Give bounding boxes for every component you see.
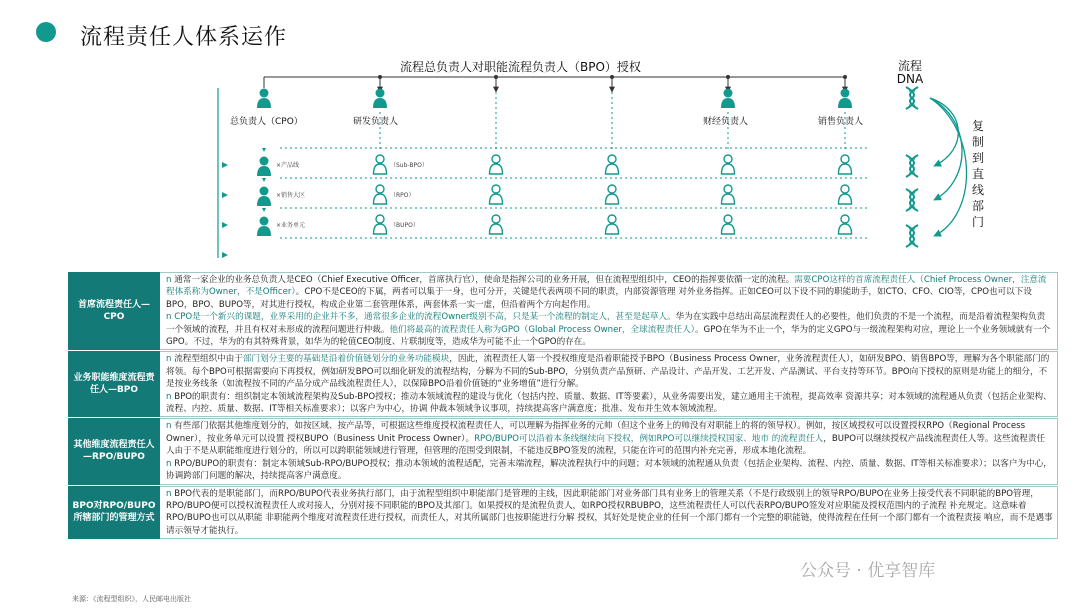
dna-title-line: 流程 (897, 59, 922, 73)
bpo-tag: （Sub-BPO） (390, 162, 428, 169)
table-row (68, 486, 1058, 541)
row-body-rpo-bupo (160, 418, 1058, 484)
paragraph: n BPO代表的是职能部门，而RPO/BUPO代表业务执行部门，由于流程型组织中职能部门是管理的主线，因此职能部门对业务部门具有业务上的管理关系（不是行政级别上的领导RPO/BUPO在业务上接受代表不同职能的BPO管理，RPO/BUPO便可以授权流程责任人或对接人，分别对接不同职能的BPO及其部门。如果授权的是流程负责人，如RPO授权RBUBPO，这些流程责任人可以代表RPO/BUPO签发对应职能及授权范围内的子流程 补充规定。这意味着RPO/BUPO也可以从职能 非职能两个维度对流程责任进行授权，而责任人，对其所属部门也按职能进行分解 授权，其好处是使企业的任何一个部门都有一个完整的职能链，使得流程在任何一个部门都有一个流程责接 响应，而不是遇事请示领导才能执行。 (166, 488, 1053, 536)
row-header-rpo-bupo: 其他维度流程责任人—RPO/BUPO (68, 418, 160, 484)
bpo-tag: （RPO） (390, 192, 415, 199)
bpo-tag: （BUPO） (390, 222, 419, 229)
side-label-business-unit: ×业务单元 (276, 222, 306, 229)
role-label-rd: 研发负责人 (353, 117, 399, 127)
table-row (68, 351, 1058, 418)
paragraph: n RPO/BUPO的职责有：制定本领域Sub-RPO/BUPO授权；推动本领域的流程适配，完善末端流程，解决流程执行中的问题；对本领域的流程通从负责（包括企业架构、流程、内控、质量、数据、IT等相关标准要求）；以客户为中心，协调跨部门问题的解决，持续提高客户满意度。 (166, 458, 1052, 482)
row-body-bpo (160, 351, 1058, 417)
table-row (68, 272, 1058, 351)
row-header-cpo: 首席流程责任人—CPO (68, 272, 160, 350)
diagram-canvas (0, 0, 1080, 270)
paragraph: n 有些部门依据其他维度划分的，如按区域、按产品等，可根据这些维度授权流程责任人，可以理解为指挥业务的元帅（但这个业务上的帅没有对职能上的将的领导权）。例如，按区域授权可以设置授权RPO（Regional Process Owner），按业务单元可以设置 授权BUPO（Business Unit Process Owner）。RPO/BUPO可以沿着本条线继续向下授权，例如RPO可以继续授权国家、地市 的流程责任人，BUPO可以继续授权产品线流程责任人等。这些流程责任人由于不是从职能维度进行划分的，所以可以跨职能领域进行管理，但管理的范围受到限制，不能违反BPO签发的流程，只能在许可的范围内补充完善，形成本地化流程。 (166, 421, 1046, 457)
role-label-cpo: 总负责人（CPO） (230, 117, 303, 127)
bpo-authorization-diagram (0, 0, 1080, 270)
row-header-bpo: 业务职能维度流程责任人—BPO (68, 351, 160, 417)
page-title: 流程责任人体系运作 (80, 25, 288, 50)
role-description-table (68, 272, 1058, 540)
paragraph: n 流程型组织中由于部门划分主要的基础是沿着价值链划分的业务功能模块，因此，流程责任人第一个授权维度是沿着职能授予BPO（Business Process Owner，业务流程责任人），如研发BPO、销售BPO等，理解为各个职能部门的将领。每个BPO可根据需要向下再授权，例如研发BPO可以细化研发的流程结构，分解为不同的Sub-BPO，分别负责产品预研、产品设计、产品开发、工艺开发、产品测试、平台支持等环节。BPO向下授权的原则是功能上的细分，不是按业务线条（如流程按不同的产品分成产品线流程责任人），以保障BPO沿着价值链的“业务增值”进行分解。 (166, 354, 1050, 390)
dna-title-line: DNA (896, 72, 924, 86)
authorization-label: 流程总负责人对职能流程负责人（BPO）授权 (400, 60, 641, 74)
row-body-cpo (160, 272, 1058, 350)
paragraph: n BPO的职责有：组织制定本领域流程架构及Sub-BPO授权；推动本领域流程的建设与优化（包括内控、质量、数据、IT等要素），从业务需要出发，建立通用主干流程，提高效率 资源共享；对本领域的流程通从负责（包括企业架构、流程、内控、质量、数据、IT等相关标准要求）；以客户为中心，协调 仲裁本领域争议事项，持续提高客户满意度；批准、发布并生效本领域流程。 (166, 391, 1052, 415)
paragraph: n CPO是一个新兴的课题，业界采用的企业并不多，通常很多企业的流程Owner级别不高，只是某一个流程的制定人，甚至是起草人。华为在实践中总结出高层流程责任人的必要性，他们负责的不是一个流程，而是沿着流程架构负责一个领域的流程，并且有权对未形成的流程问题进行仲裁。他们将最高的流程责任人称为GPO（Global Process Owner，全球流程责任人）。GPO在华为不止一个，华为的定义GPO与一级流程架构对应，理论上一个业务领域就有一个GPO。不过，华为的有其特殊背景，如华为的轮值CEO制度、片联制度等，造成华为可能不止一个GPO的存在。 (166, 312, 1051, 348)
watermark: 公众号 · 优享智库 (800, 561, 936, 581)
dna-title (892, 60, 928, 86)
row-body-management (160, 486, 1058, 540)
source-note: 来源：《流程型组织》，人民邮电出版社 (72, 595, 191, 603)
side-label-product-line: ×产品线 (276, 162, 300, 169)
paragraph: n 通常一家企业的业务总负责人是CEO（Chief Executive Officer，首席执行官），使命是指挥公司的业务开展，但在流程型组织中，CEO的指挥要依循一定的流程。需要CPO这样的首席流程责任人（Chief Process Owner，注意流程体系称为Owner，不是Officer）。CPO不是CEO的下属，两者可以集于一身，也可分开，关键是代表两项不同的职责，内部资源管理 对外业务指挥。正如CEO可以下设不同的职能助手，如CTO、CFO、CIO等，CPO也可以下设BPO，BPO、BUPO等，对其进行授权，构成企业第二套管理体系，两套体系一实一虚，但沿着两个方向起作用。 (166, 275, 1047, 310)
copy-to-line-label: 复制到直线部门 (971, 119, 984, 229)
table-row (68, 418, 1058, 485)
role-label-supply: 销售负责人 (818, 117, 864, 127)
side-label-sales-region: ×销售大区 (276, 192, 306, 199)
role-label-finance: 财经负责人 (703, 117, 749, 127)
row-header-management: BPO对RPO/BUPO所辖部门的管理方式 (68, 486, 160, 540)
